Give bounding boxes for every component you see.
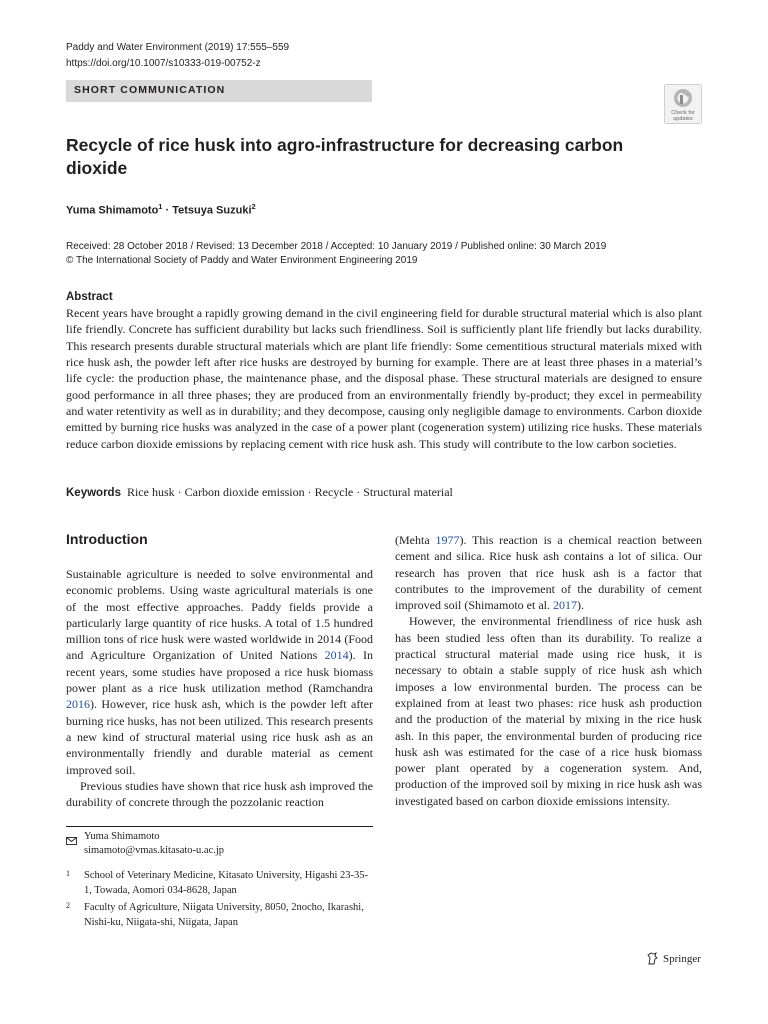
abstract-heading: Abstract (66, 291, 113, 303)
check-for-updates-badge[interactable] (664, 84, 702, 124)
copyright-line: © The International Society of Paddy and Water Environment Engineering 2019 (66, 255, 418, 266)
body-column-right (395, 532, 702, 809)
springer-horse-icon (647, 952, 658, 965)
paragraph-text: Sustainable agriculture is needed to solve environmental and economic problems. Using waste agricultural materials is one of the most effective approaches. Paddy fields provide a particularly large quantity of rice husks. A total of 1.5 hundred million tons of rice husk were wasted worldwide in 2014 (Food and Agriculture Organization of United Nations (66, 567, 373, 663)
paragraph: Previous studies have shown that rice husk ash improved the durability of concrete through the pozzolanic reaction (66, 778, 373, 810)
keywords-list: Rice husk · Carbon dioxide emission · Recycle · Structural material (126, 485, 453, 499)
author-1[interactable]: Yuma Shimamoto (66, 204, 159, 217)
body-column-left (66, 566, 373, 810)
paragraph-text: ). This reaction is a chemical reaction between cement and silica. Rice husk ash contains a lot of silica. Our research has proven that rice husk ash is a factor that contributes to the improvement of the durability of cement improved soil (Shimamoto et al. (395, 533, 703, 613)
paragraph (395, 532, 702, 613)
footnote-divider (66, 826, 373, 827)
publisher-mark (647, 952, 701, 965)
contact-name: Yuma Shimamoto (84, 831, 160, 842)
journal-citation: Paddy and Water Environment (2019) 17:555–559 (66, 42, 290, 53)
citation-link[interactable]: 2014 (324, 648, 349, 663)
author-2-affiliation: 2 (251, 202, 256, 211)
publisher-name: Springer (663, 952, 701, 965)
citation-link[interactable]: 1977 (435, 533, 460, 547)
citation-link[interactable]: 2016 (66, 697, 90, 712)
contact-email[interactable]: simamoto@vmas.kitasato-u.ac.jp (84, 845, 225, 856)
citation-link[interactable]: 2017 (552, 598, 577, 613)
check-for-updates-icon (664, 84, 702, 124)
article-history (66, 240, 606, 268)
author-list (66, 202, 256, 217)
publication-dates: Received: 28 October 2018 / Revised: 13 December 2018 / Accepted: 10 January 2019 / Published online: 30 March 2019 (66, 241, 607, 252)
paragraph: However, the environmental friendliness of rice husk ash has been studied less often than its durability. To realize a practical structural material made using rice husk, it is necessary to obtain a stable supply of rice husk ash which imposes a low environmental burden. The process can be explained from at least two phases: rice husk ash production and the production of the material by mixing in the rice husk ash. In this paper, the environmental burden of producing rice husk ash was estimated for the case of a rice husk biomass power plant operated by a cogeneration system. And, production of the improved soil by mixing in rice husk ash was investigated based on carbon dioxide emissions intensity. (395, 614, 702, 808)
paragraph (66, 566, 373, 778)
badge-text-2: updates (673, 116, 693, 122)
article-title: Recycle of rice husk into agro-infrastructure for decreasing carbon dioxide (66, 135, 624, 178)
paragraph-text: (Mehta (395, 533, 436, 547)
footnote-number: 2 (66, 901, 70, 910)
mail-icon (66, 832, 77, 840)
footnote-number: 1 (66, 869, 70, 878)
keywords-label: Keywords (66, 487, 121, 499)
paragraph-text: ). However, rice husk ash, which is the powder left after burning rice husks, has not been utilized. This research presents a new kind of structural material using rice husk ash as an environmentally friendly and durable material as cement improved soil. (66, 697, 373, 777)
author-1-affiliation: 1 (158, 202, 163, 211)
doi-link[interactable]: https://doi.org/10.1007/s10333-019-00752-z (66, 58, 261, 69)
affiliation-1: School of Veterinary Medicine, Kitasato University, Higashi 23-35-1, Towada, Aomori 034-8628, Japan (84, 870, 369, 896)
journal-reference (66, 40, 289, 72)
introduction-heading: Introduction (66, 531, 148, 547)
corresponding-author (84, 830, 224, 858)
abstract-text: Recent years have brought a rapidly growing demand in the civil engineering field for durable structural material which is also plant life friendly. Concrete has sufficient durability but lacks such friendliness. Soil is sufficiently plant life friendly but lacks durability. This research presents durable structural materials which are plant life friendly: Some cementitious structural materials mixed with rice husk ash, the powder left after rice husks are destroyed by burning for example. There are at least three phases in a material’s life cycle: the production phase, the maintenance phase, and the disposal phase. These structural materials are designed to ensure good performance in all three phases; they are produced from an environmentally friendly by-product; they excel in permeability and water retentivity as well as in durability; and they decompose, causing only negligible damage to environments. Carbon dioxide emitted by burning rice husks was analyzed in the case of a power plant (cogeneration system) utilizing rice husks. These materials reduce carbon dioxide emissions by replacing cement with rice husk ash. This study will contribute to the low carbon societies. (66, 306, 702, 451)
paragraph-text: ). (576, 598, 584, 613)
author-2[interactable]: Tetsuya Suzuki (172, 204, 252, 217)
affiliation-2: Faculty of Agriculture, Niigata University, 8050, 2nocho, Ikarashi, Nishi-ku, Niigata-shi, Niigata, Japan (84, 902, 364, 928)
badge-text-1: Check for (671, 110, 695, 116)
author-separator: · (162, 204, 173, 217)
keywords (66, 485, 453, 500)
paragraph-text: ). In recent years, some studies have proposed a rice husk biomass power plant as a rice husk utilization method (Ramchandra (66, 648, 374, 696)
section-label: SHORT COMMUNICATION (74, 84, 226, 96)
